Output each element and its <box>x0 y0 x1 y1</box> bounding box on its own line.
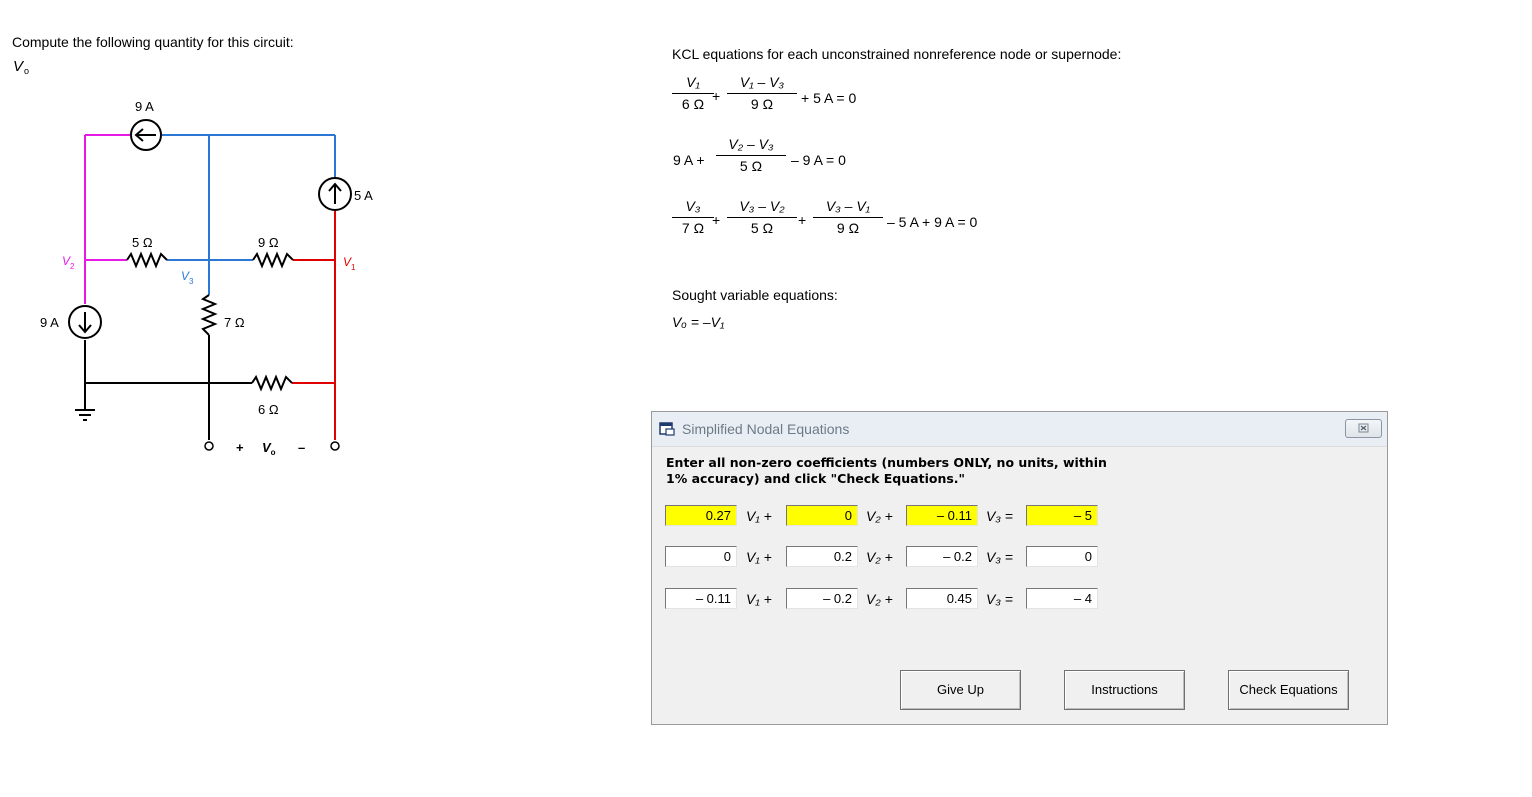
label-r2-v2: V₂ + <box>866 549 893 565</box>
check-equations-button[interactable]: Check Equations <box>1228 670 1349 710</box>
resistor-6ohm-icon <box>252 377 292 389</box>
sought-equation: Vₒ = –V₁ <box>672 314 725 330</box>
label-node-v1: $V_1$ <box>343 255 356 272</box>
coef-r3-v3[interactable]: 0.45 <box>906 588 978 609</box>
label-src-top: 9 A <box>135 99 154 114</box>
quantity-label: $V_o$ <box>13 58 30 76</box>
label-src-right: 5 A <box>354 188 373 203</box>
coef-r1-v2[interactable]: 0 <box>786 505 858 526</box>
coef-r1-rhs[interactable]: – 5 <box>1026 505 1098 526</box>
coef-r2-v1[interactable]: 0 <box>665 546 737 567</box>
eq2-tail: – 9 A = 0 <box>791 152 846 168</box>
label-r3-v2: V₂ + <box>866 591 893 607</box>
reference-wires <box>85 335 252 440</box>
eq3-frac2: $\frac{\text{V₃ – V₂}}{5 \Omega}$ <box>727 198 797 236</box>
eq3-frac3: $\frac{\text{V₃ – V₁}}{9 \Omega}$ <box>813 198 883 236</box>
resistor-5ohm-icon <box>127 254 167 266</box>
label-r1-v1: V₁ + <box>746 508 772 524</box>
give-up-button[interactable]: Give Up <box>900 670 1021 710</box>
label-r1-v2: V₂ + <box>866 508 893 524</box>
label-src-left: 9 A <box>40 315 59 330</box>
resistor-9ohm-icon <box>253 254 293 266</box>
coef-r3-rhs[interactable]: – 4 <box>1026 588 1098 609</box>
eq2-frac1: $\frac{\text{V₂ – V₃}}{5 \Omega}$ <box>716 136 786 174</box>
terminal-plus-icon <box>205 442 213 450</box>
close-icon <box>1346 420 1381 437</box>
eq3-op2: + <box>798 212 807 228</box>
current-source-left-icon <box>69 306 101 338</box>
label-vo: $V_o$ <box>262 440 276 457</box>
instructions-button[interactable]: Instructions <box>1064 670 1185 710</box>
label-r-left: 5 Ω <box>132 235 153 250</box>
label-vo-plus: + <box>236 440 244 455</box>
eq3-tail: – 5 A + 9 A = 0 <box>887 214 978 230</box>
label-r-bottom: 6 Ω <box>258 402 279 417</box>
eq1-frac2: $\frac{\text{V₁ – V₃}}{9 \Omega}$ <box>727 74 797 112</box>
eq1-frac1: $\frac{\text{V₁}}{6 \Omega}$ <box>672 74 714 112</box>
eq1-op1: + <box>712 88 721 104</box>
nodal-equations-dialog <box>651 411 1388 725</box>
label-r-mid: 9 Ω <box>258 235 279 250</box>
coef-r2-rhs[interactable]: 0 <box>1026 546 1098 567</box>
circuit-diagram <box>0 0 420 470</box>
coef-r1-v1[interactable]: 0.27 <box>665 505 737 526</box>
dialog-title: Simplified Nodal Equations <box>682 421 850 437</box>
current-source-right-icon <box>319 178 351 210</box>
coef-r3-v1[interactable]: – 0.11 <box>665 588 737 609</box>
node-v2-wires <box>85 135 130 304</box>
label-r2-v1: V₁ + <box>746 549 772 565</box>
close-button[interactable] <box>1345 419 1382 438</box>
coef-r1-v3[interactable]: – 0.11 <box>906 505 978 526</box>
kcl-heading: KCL equations for each unconstrained nonreference node or supernode: <box>672 46 1122 62</box>
eq1-tail: + 5 A = 0 <box>801 90 857 106</box>
label-r3-v1: V₁ + <box>746 591 772 607</box>
question-prompt: Compute the following quantity for this circuit: <box>12 34 294 50</box>
node-v1-wires <box>292 211 335 440</box>
label-vo-minus: – <box>298 440 306 455</box>
terminal-minus-icon <box>331 442 339 450</box>
ground-icon <box>75 410 95 420</box>
resistor-7ohm-icon <box>203 295 215 335</box>
dialog-instructions: Enter all non-zero coefficients (numbers ONLY, no units, within 1% accuracy) and click "Check Equations." <box>666 455 1107 486</box>
label-r-vert: 7 Ω <box>224 315 245 330</box>
current-source-top-icon <box>131 120 161 150</box>
label-r3-v3: V₃ = <box>986 591 1013 607</box>
app-icon <box>659 422 675 436</box>
coef-r2-v2[interactable]: 0.2 <box>786 546 858 567</box>
label-r1-v3: V₃ = <box>986 508 1013 524</box>
sought-heading: Sought variable equations: <box>672 287 838 303</box>
eq3-frac1: $\frac{\text{V₃}}{7 \Omega}$ <box>672 198 714 236</box>
label-node-v3: $V_3$ <box>181 269 194 286</box>
eq3-op1: + <box>712 212 721 228</box>
dialog-titlebar[interactable] <box>652 412 1387 447</box>
eq2-head: 9 A + <box>673 152 705 168</box>
coef-r3-v2[interactable]: – 0.2 <box>786 588 858 609</box>
label-node-v2: $V_2$ <box>62 254 75 271</box>
coef-r2-v3[interactable]: – 0.2 <box>906 546 978 567</box>
label-r2-v3: V₃ = <box>986 549 1013 565</box>
